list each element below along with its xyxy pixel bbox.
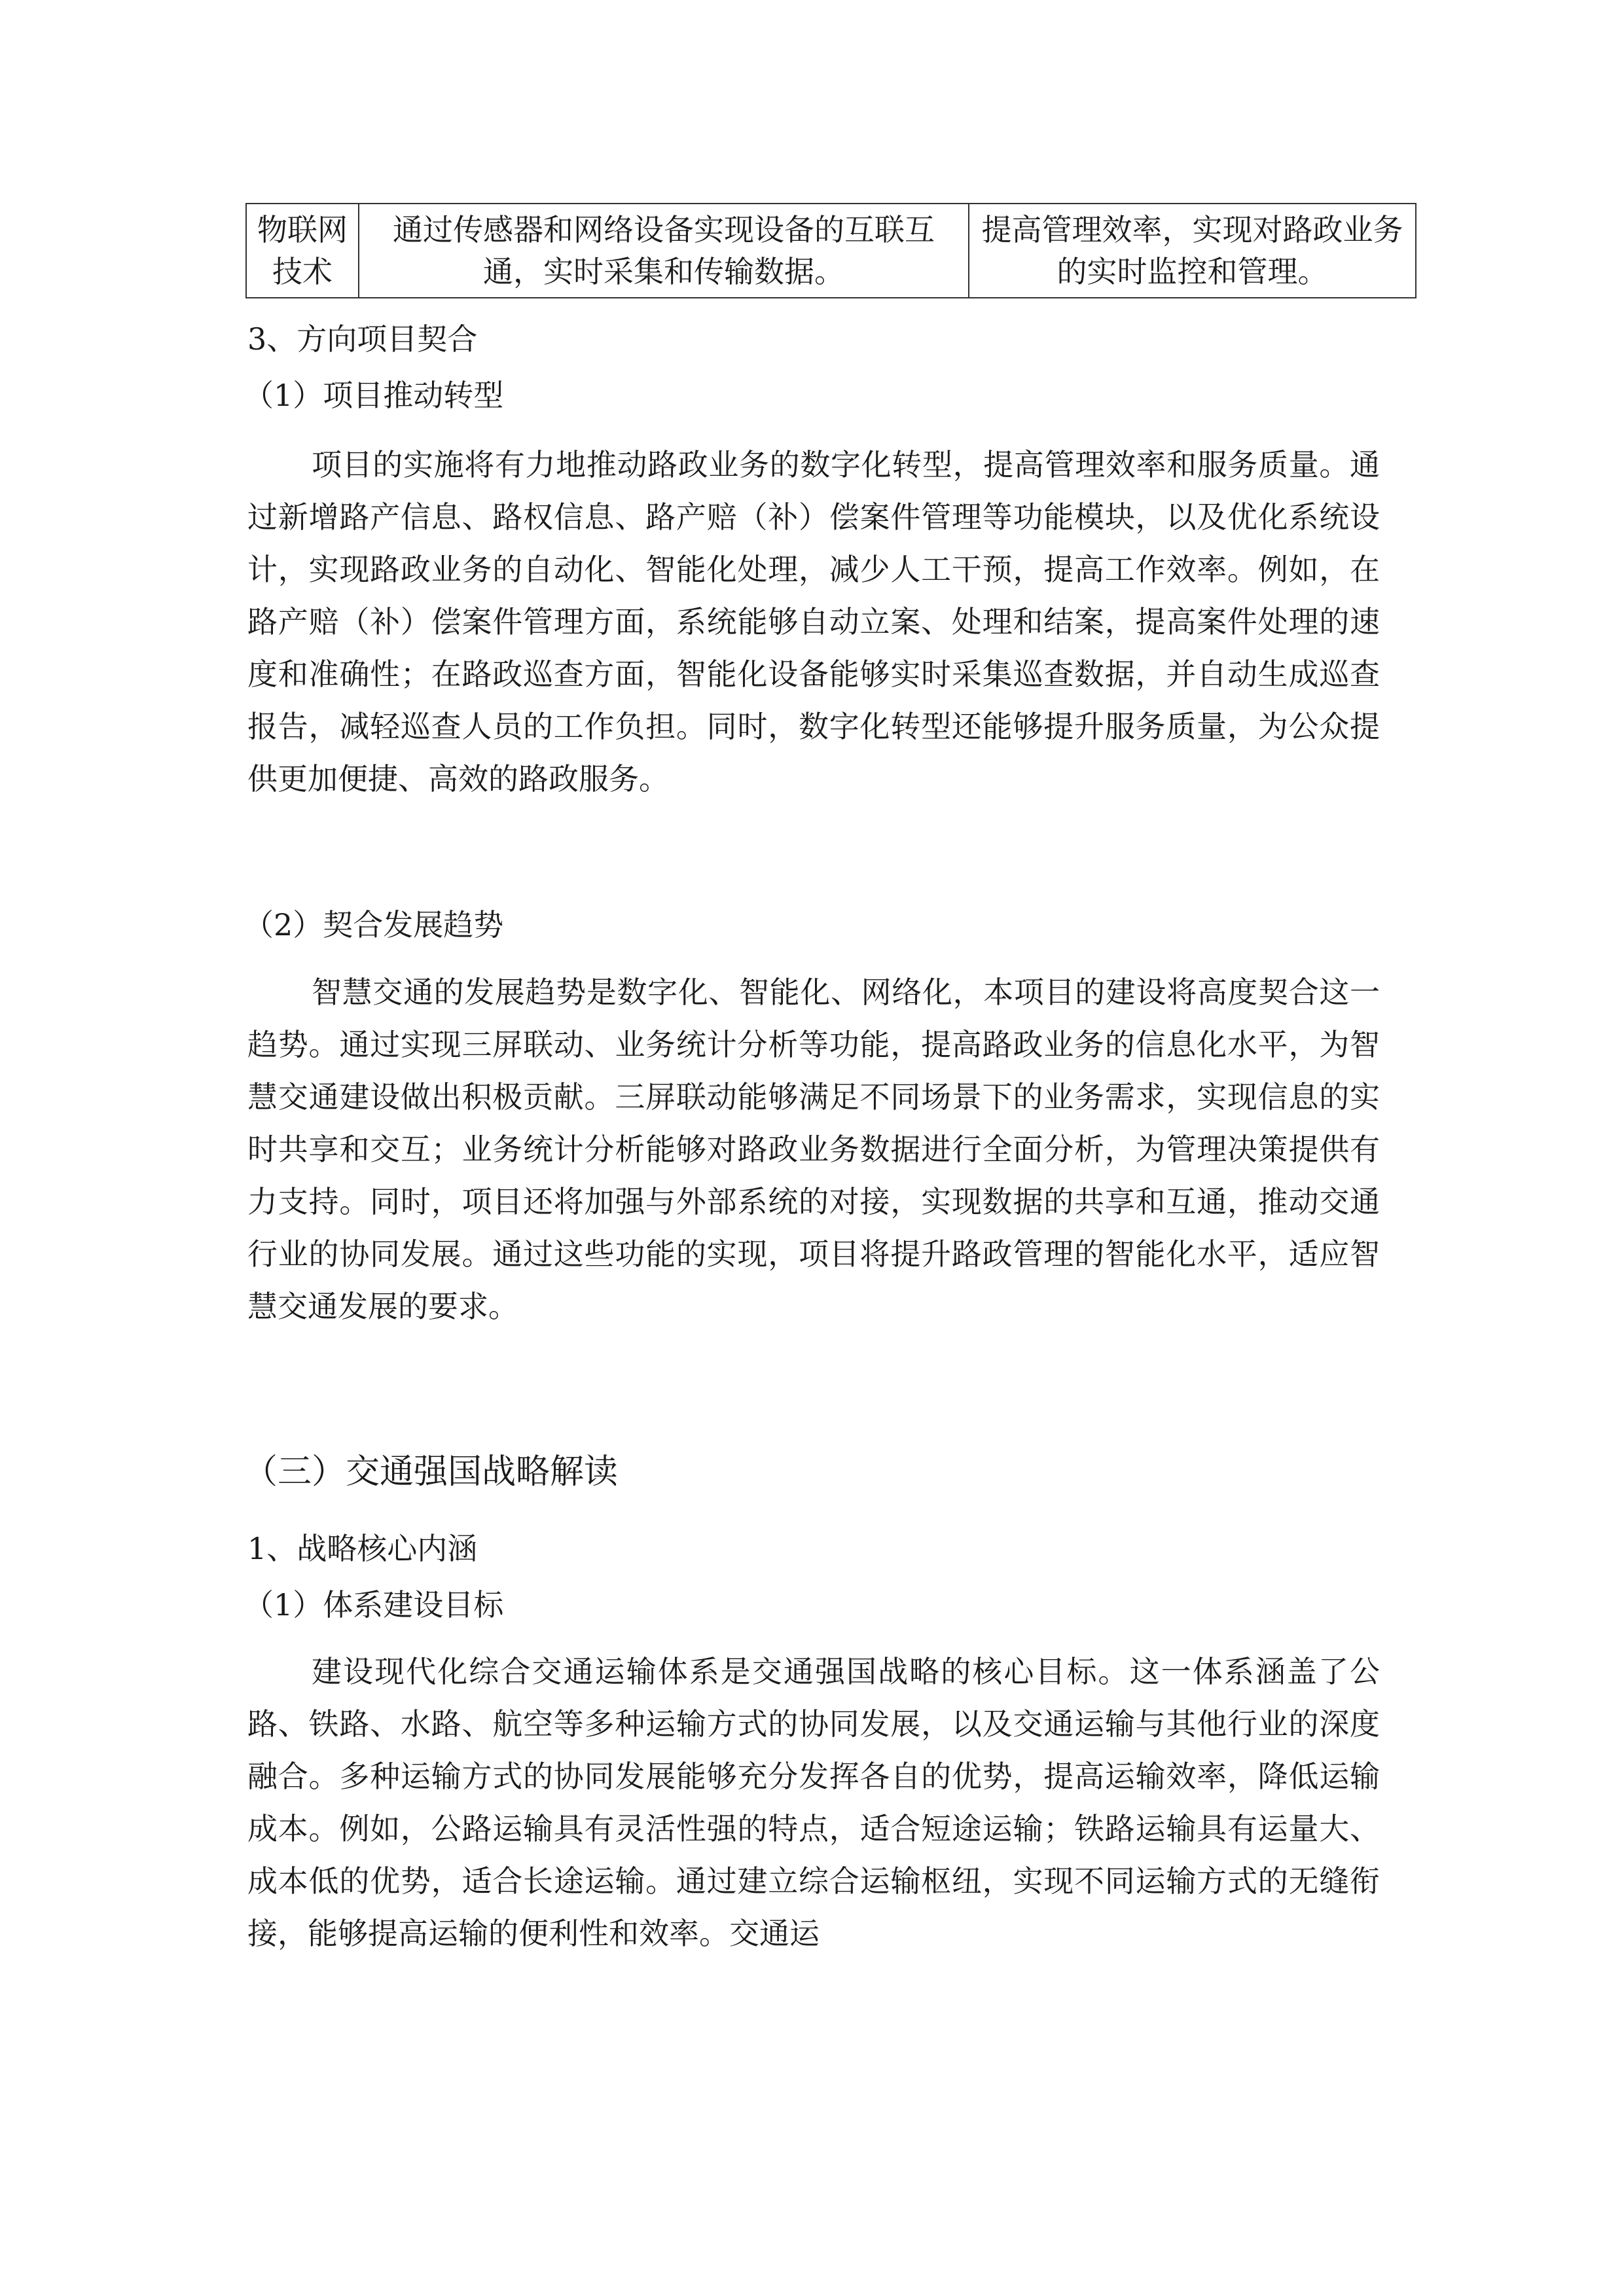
table-cell-tech: 物联网技术: [246, 204, 359, 298]
paragraph-fit-trend: 智慧交通的发展趋势是数字化、智能化、网络化，本项目的建设将高度契合这一趋势。通过实现三屏联动、业务统计分析等功能，提高路政业务的信息化水平，为智慧交通建设做出积极贡献。三屏联动能够满足不同场景下的业务需求，实现信息的实时共享和交互；业务统计分析能够对路政业务数据进行全面分析，为管理决策提供有力支持。同时，项目还将加强与外部系统的对接，实现数据的共享和互通，推动交通行业的协同发展。通过这些功能的实现，项目将提升路政管理的智能化水平，适应智慧交通发展的要求。: [247, 975, 1380, 1324]
table-cell-effect: 提高管理效率，实现对路政业务的实时监控和管理。: [969, 204, 1416, 298]
heading-strategy-core: 1、战略核心内涵: [247, 1531, 478, 1566]
table-row: [246, 204, 1416, 298]
paragraph-project-transform: 项目的实施将有力地推动路政业务的数字化转型，提高管理效率和服务质量。通过新增路产信息、路权信息、路产赔（补）偿案件管理等功能模块，以及优化系统设计，实现路政业务的自动化、智能化处理，减少人工干预，提高工作效率。例如，在路产赔（补）偿案件管理方面，系统能够自动立案、处理和结案，提高案件处理的速度和准确性；在路政巡查方面，智能化设备能够实时采集巡查数据，并自动生成巡查报告，减轻巡查人员的工作负担。同时，数字化转型还能够提升服务质量，为公众提供更加便捷、高效的路政服务。: [247, 447, 1380, 797]
subheading-system-goal: （1）体系建设目标: [244, 1587, 504, 1623]
subheading-project-transform: （1）项目推动转型: [244, 378, 504, 413]
section-heading-strategy: （三）交通强国战略解读: [244, 1452, 619, 1492]
paragraph-system-goal: 建设现代化综合交通运输体系是交通强国战略的核心目标。这一体系涵盖了公路、铁路、水路、航空等多种运输方式的协同发展，以及交通运输与其他行业的深度融合。多种运输方式的协同发展能够充分发挥各自的优势，提高运输效率，降低运输成本。例如，公路运输具有灵活性强的特点，适合短途运输；铁路运输具有运量大、成本低的优势，适合长途运输。通过建立综合运输枢纽，实现不同运输方式的无缝衔接，能够提高运输的便利性和效率。交通运: [247, 1654, 1380, 1951]
tech-table: [245, 203, 1416, 298]
heading-direction-fit: 3、方向项目契合: [247, 321, 478, 357]
subheading-fit-trend: （2）契合发展趋势: [244, 907, 504, 942]
table-cell-description: 通过传感器和网络设备实现设备的互联互通，实时采集和传输数据。: [359, 204, 969, 298]
